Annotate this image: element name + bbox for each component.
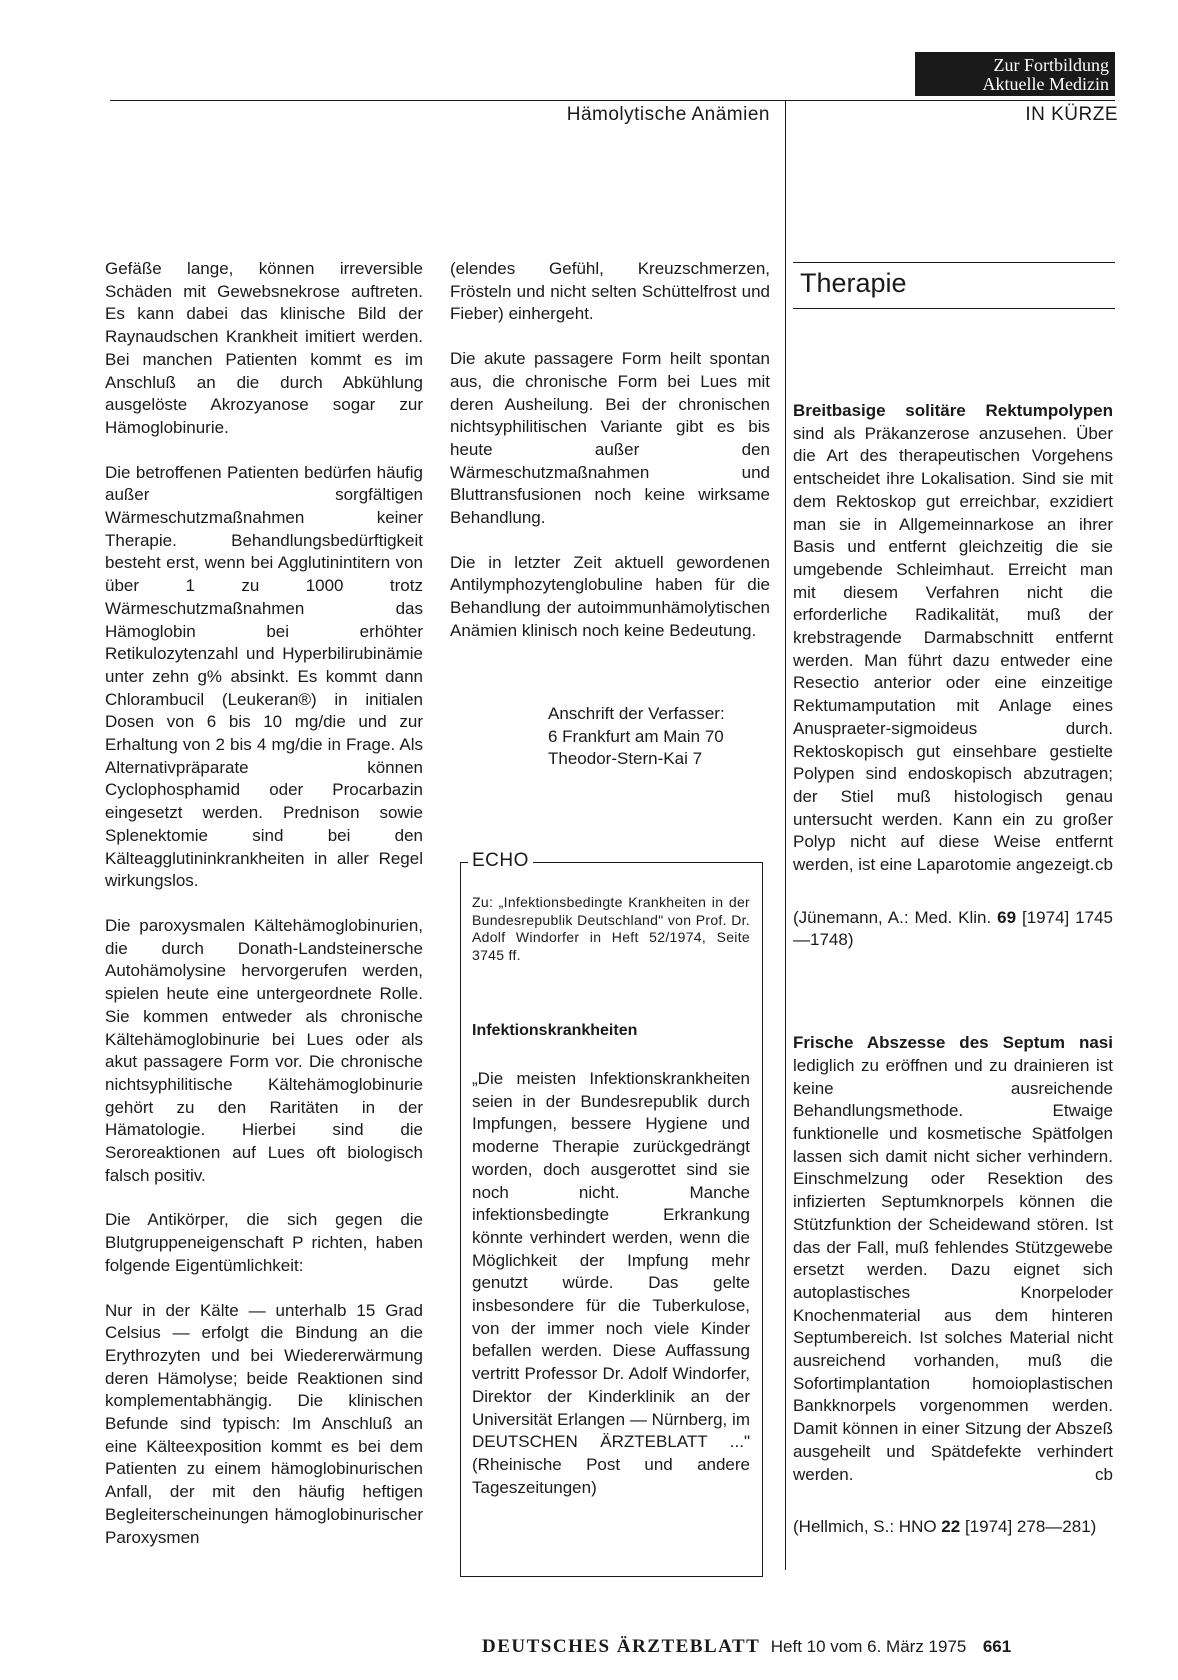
citation-text: [1974] 1745—1748)	[793, 907, 1113, 950]
paragraph: (elendes Gefühl, Kreuzschmerzen, Frösteln und nicht selten Schüttelfrost und Fieber) einhergeht.	[450, 259, 770, 324]
journal-name: DEUTSCHES ÄRZTEBLATT	[482, 1636, 761, 1657]
paragraph: Die paroxysmalen Kältehämoglobinurien, die durch Donath-Landsteinersche Autohämolysine hervorgerufen werden, spielen heute eine untergeordnete Rolle. Sie kommen entweder als chronische Kältehämoglobinurie bei Lues oder als akut passagere Form vor. Die chronische nichtsyphilitische Kältehämoglobinurie gehört zu den Raritäten in der Hämatologie. Hierbei sind die Seroreaktionen auf Lues oft biologisch falsch positiv.	[105, 915, 423, 1185]
address-line: Theodor-Stern-Kai 7	[548, 749, 703, 768]
address-line: Anschrift der Verfasser:	[548, 704, 725, 723]
header-rule	[110, 100, 1115, 101]
citation-text: (Jünemann, A.: Med. Klin.	[793, 907, 998, 927]
address-line: 6 Frankfurt am Main 70	[548, 726, 724, 746]
therapie-column	[793, 400, 1113, 1561]
page-number: 661	[982, 1637, 1012, 1656]
item-text: sind als Präkanzerose anzusehen. Über die Art des therapeutischen Vorgehens entscheidet ihre Lokalisation. Sind sie mit dem Rektoskop gut erreichbar, exzidiert man sie in Allgemeinnarkose an ihrer Basis und entfernt gleichzeitig die sie umgebende Schleimhaut. Erreicht man mit diesem Verfahren nicht die erforderliche Radikalität, muß der krebstragende Darmabschnitt entfernt werden. Man führt dazu entweder eine Resectio anterior oder eine einzeitige Rektumamputation mit Anlage eines Anuspraeter-sigmoideus durch. Rektoskopisch gut einsehbare gestielte Polypen sind endoskopisch abzutragen; der Stiel muß histologisch genau untersucht werden. Kann ein zu großer Polyp nicht auf diese Weise entfernt werden, ist eine Laparotomie angezeigt.	[793, 423, 1113, 875]
citation-volume: 69	[997, 907, 1017, 927]
page-footer	[482, 1636, 1102, 1658]
section-badge	[915, 52, 1115, 96]
running-head-right: IN KÜRZE	[1025, 104, 1118, 125]
echo-heading: Infektionskrankheiten	[472, 1022, 638, 1039]
author-address	[548, 703, 770, 771]
column-divider	[785, 100, 786, 1570]
echo-label: ECHO	[468, 850, 533, 872]
item-text: lediglich zu eröffnen und zu drainieren ist keine ausreichende Behandlungsmethode. Etwaige funktionelle und kosmetische Spätfolgen lassen sich damit nicht sicher verhindern. Einschmelzung oder Resektion des infizierten Septumknorpels können die Stützfunktion der Scheidewand stören. Ist das der Fall, muß fehlendes Stützgewebe ersetzt werden. Dazu eignet sich autoplastisches Knorpeloder Knochenmaterial aus dem hinteren Septumbereich. Ist solches Material nicht ausreichend vorhanden, muß die Sofortimplantation homoioplastischen Bankknorpels vorgenommen werden. Damit können in einer Sitzung der Abszeß ausgeheilt und Spätdefekte verhindert werden.	[793, 1055, 1113, 1484]
author-sign: cb	[1095, 1464, 1113, 1484]
author-sign: cb	[1095, 855, 1113, 875]
citation-2	[793, 1516, 1113, 1539]
citation-volume: 22	[941, 1517, 961, 1537]
paragraph: Die in letzter Zeit aktuell gewordenen Antilymphozytenglobuline haben für die Behandlung der autoimmunhämolytischen Anämien klinisch noch keine Bedeutung.	[450, 552, 770, 640]
therapie-item-2	[793, 1032, 1113, 1486]
paragraph: Die betroffenen Patienten bedürfen häufig außer sorgfältigen Wärmeschutzmaßnahmen keiner Therapie. Behandlungsbedürftigkeit besteht erst, wenn bei Agglutinintitern von über 1 zu 1000 trotz Wärmeschutzmaßnahmen das Hämoglobin bei erhöhter Retikulozytenzahl und Hyperbilirubinämie unter zehn g% absinkt. Es kommt dann Chlorambucil (Leukeran®) in initialen Dosen von 6 bis 10 mg/die und zur Erhaltung von 2 bis 4 mg/die in Frage. Als Alternativpräparate können Cyclophosphamid oder Procarbazin eingesetzt werden. Prednison sowie Splenektomie sind bei den Kälteagglutininkrankheiten in aller Regel wirkungslos.	[105, 462, 423, 891]
citation-text: (Hellmich, S.: HNO	[793, 1517, 942, 1537]
therapie-title: Therapie	[800, 268, 907, 298]
item-lead: Frische Abszesse des Septum nasi	[793, 1033, 1113, 1053]
article-column-2	[450, 258, 770, 665]
citation-text: [1974] 278—281)	[960, 1517, 1097, 1537]
paragraph: Die akute passagere Form heilt spontan aus, die chronische Form bei Lues mit deren Ausheilung. Bei der chronischen nichtsyphilitischen Variante gibt es bis heute außer den Wärmeschutzmaßnahmen und Bluttransfusionen noch keine wirksame Behandlung.	[450, 349, 770, 528]
therapie-item-1	[793, 400, 1113, 877]
echo-text: „Die meisten Infektionskrankheiten seien in der Bundesrepublik durch Impfungen, bessere Hygiene und moderne Therapie zurückgedrängt worden, doch ausgerottet sind sie noch nicht. Manche infektionsbedingte Erkrankung könnte verhindert werden, wenn die Möglichkeit der Impfung mehr genutzt würde. Das gelte insbesondere für die Tuberkulose, von der immer noch viele Kinder befallen werden. Diese Auffassung vertritt Professor Dr. Adolf Windorfer, Direktor der Kinderklinik an der Universität Erlangen — Nürnberg, im DEUTSCHEN ÄRZTEBLATT ..." (Rheinische Post und andere Tageszeitungen)	[472, 1069, 750, 1497]
paragraph: Nur in der Kälte — unterhalb 15 Grad Celsius — erfolgt die Bindung an die Erythrozyten und bei Wiedererwärmung deren Hämolyse; beide Reaktionen sind komplementabhängig. Die klinischen Befunde sind typisch: Im Anschluß an eine Kälteexposition kommt es bei dem Patienten zu einem hämoglobinurischen Anfall, der mit den häufig heftigen Begleiterscheinungen hämoglobinurischer Paroxysmen	[105, 1300, 423, 1547]
paragraph: Die Antikörper, die sich gegen die Blutgruppeneigenschaft P richten, haben folgende Eigentümlichkeit:	[105, 1210, 423, 1275]
item-lead: Breitbasige solitäre Rektumpolypen	[793, 401, 1113, 420]
article-column-1	[105, 258, 423, 1571]
paragraph: Gefäße lange, können irreversible Schäden mit Gewebsnekrose auftreten. Es kann dabei das klinische Bild der Raynaudschen Krankheit imitiert werden. Bei manchen Patienten kommt es im Anschluß an die durch Abkühlung ausgelöste Akrozyanose sogar zur Hämoglobinurie.	[105, 259, 423, 437]
badge-line-2: Aktuelle Medizin	[982, 74, 1109, 94]
therapie-bottom-rule	[793, 308, 1115, 309]
badge-line-1: Zur Fortbildung	[993, 55, 1109, 75]
therapie-top-rule	[793, 262, 1115, 263]
echo-reference: Zu: „Infektionsbedingte Krankheiten in der Bundesrepublik Deutschland" von Prof. Dr. Adolf Windorfer in Heft 52/1974, Seite 3745 ff.	[472, 894, 750, 963]
running-head-left: Hämolytische Anämien	[566, 104, 770, 125]
issue-info: Heft 10 vom 6. März 1975	[770, 1637, 967, 1656]
citation-1	[793, 907, 1113, 952]
